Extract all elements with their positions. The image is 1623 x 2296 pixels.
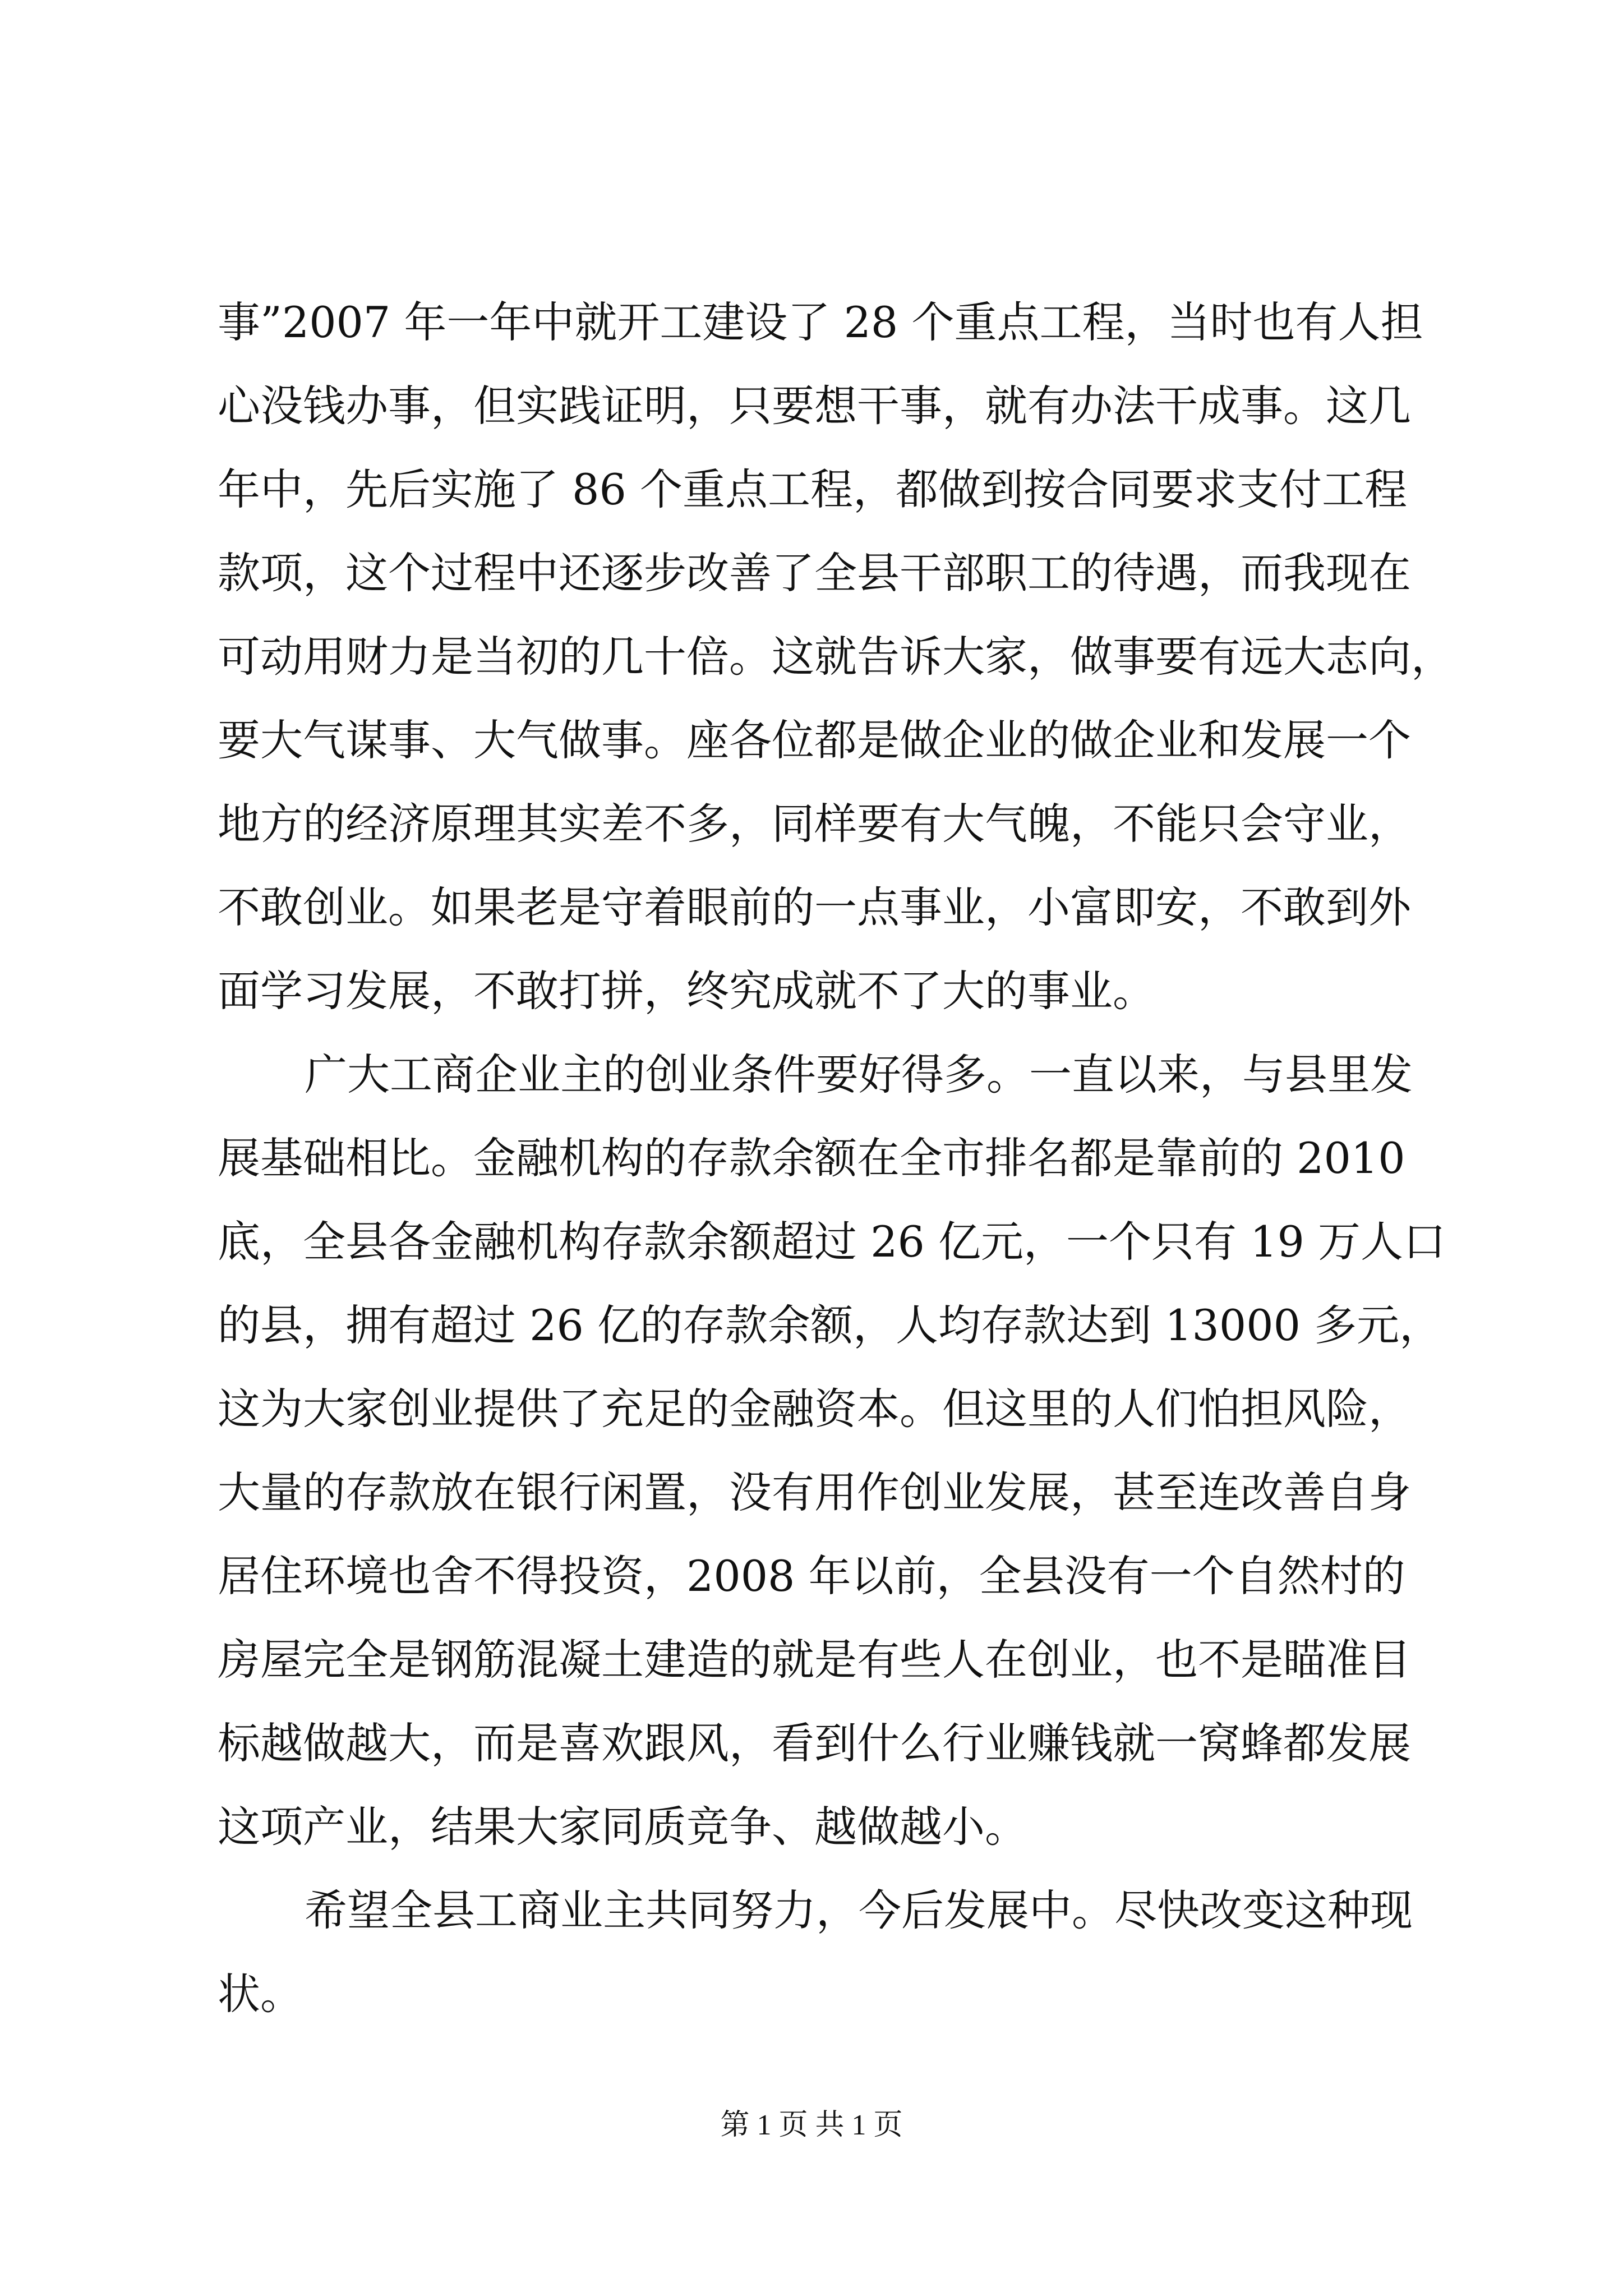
text-line: 不敢创业。如果老是守着眼前的一点事业，小富即安，不敢到外 xyxy=(218,882,1411,932)
text-line: 这项产业，结果大家同质竞争、越做越小。 xyxy=(218,1802,1027,1852)
text-line: 大量的存款放在银行闲置，没有用作创业发展，甚至连改善自身 xyxy=(218,1467,1411,1517)
page-number-footer: 第 1 页 共 1 页 xyxy=(720,2109,903,2141)
text-line: 房屋完全是钢筋混凝土建造的就是有些人在创业，也不是瞄准目 xyxy=(218,1635,1411,1685)
text-line: 心没钱办事，但实践证明，只要想干事，就有办法干成事。这几 xyxy=(218,381,1411,431)
text-line: 居住环境也舍不得投资，2008 年以前，全县没有一个自然村的 xyxy=(218,1551,1405,1601)
text-line: 底，全县各金融机构存款余额超过 26 亿元，一个只有 19 万人口 xyxy=(218,1217,1446,1267)
paragraph-1 xyxy=(218,280,1454,1033)
text-line: 这为大家创业提供了充足的金融资本。但这里的人们怕担风险， xyxy=(218,1384,1411,1434)
text-line: 希望全县工商业主共同努力，今后发展中。尽快改变这种现 xyxy=(305,1885,1413,1935)
text-line: 广大工商企业主的创业条件要好得多。一直以来，与县里发 xyxy=(305,1050,1413,1099)
paragraph-2 xyxy=(218,1033,1446,1869)
text-line: 的县，拥有超过 26 亿的存款余额，人均存款达到 13000 多元， xyxy=(218,1300,1442,1350)
text-line: 年中，先后实施了 86 个重点工程，都做到按合同要求支付工程 xyxy=(218,464,1408,514)
text-line: 展基础相比。金融机构的存款余额在全市排名都是靠前的 2010 xyxy=(218,1133,1405,1183)
text-line: 标越做越大，而是喜欢跟风，看到什么行业赚钱就一窝蜂都发展 xyxy=(218,1718,1411,1768)
text-line: 事”2007 年一年中就开工建设了 28 个重点工程，当时也有人担 xyxy=(218,297,1423,347)
text-line: 面学习发展，不敢打拼，终究成就不了大的事业。 xyxy=(218,966,1155,1016)
text-line: 可动用财力是当初的几十倍。这就告诉大家，做事要有远大志向， xyxy=(218,632,1454,682)
text-line: 状。 xyxy=(218,1969,303,2019)
text-line: 款项，这个过程中还逐步改善了全县干部职工的待遇，而我现在 xyxy=(218,548,1411,598)
paragraph-3 xyxy=(218,1869,1423,2036)
body-text xyxy=(218,280,1454,2036)
text-line: 要大气谋事、大气做事。座各位都是做企业的做企业和发展一个 xyxy=(218,715,1411,765)
text-line: 地方的经济原理其实差不多，同样要有大气魄，不能只会守业， xyxy=(218,799,1411,849)
